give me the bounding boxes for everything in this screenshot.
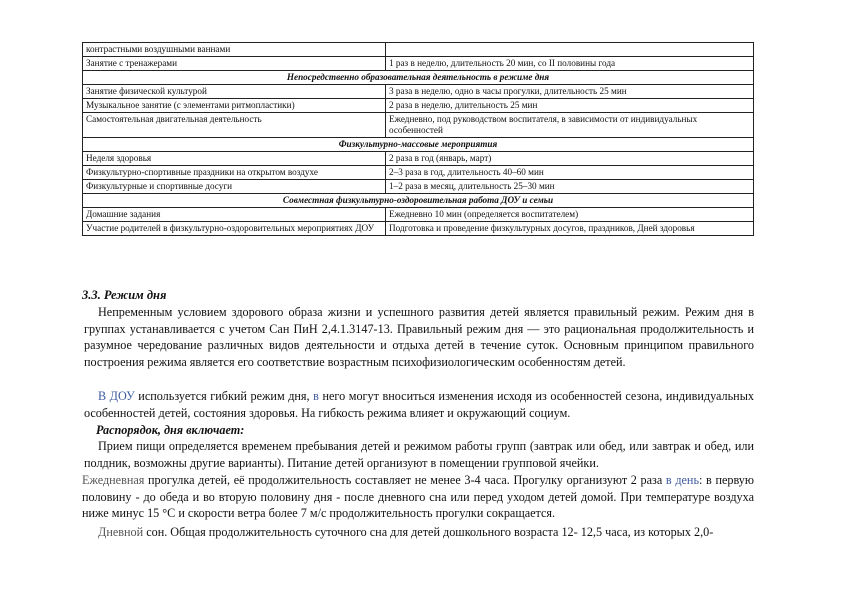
table-section-title: Совместная физкультурно-оздоровительная работа ДОУ и семьи: [83, 194, 754, 208]
paragraph-walk: Ежедневная прогулка детей, её продолжительность составляет не менее 3-4 часа. Прогулку организуют 2 раза в день: в первую половину - до обеда и во вторую половину дня - после дневного сна или перед уходом детей домой. При температуре воздуха ниже минус 15 °С и скорости ветра более 7 м/с продолжительность прогулки сокращается.: [82, 473, 755, 521]
table-section-row: [83, 194, 754, 208]
paragraph-day-sleep: Дневной сон. Общая продолжительность суточного сна для детей дошкольного возраста 12- 12,5 часа, из которых 2,0-: [98, 525, 714, 539]
table-cell-frequency: 2–3 раза в год, длительность 40–60 мин: [386, 166, 754, 180]
table-cell-activity: Физкультурно-спортивные праздники на открытом воздухе: [83, 166, 386, 180]
table-row: [83, 222, 754, 236]
paragraph-regime-intro: Непременным условием здорового образа жизни и успешного развития детей является правильный режим. Режим дня в группах устанавливается с учетом Сан ПиН 2,4.1.3147-13. Правильный режим дня — это рациональная продолжительность и разумное чередование различных видов деятельности и отдыха детей в течение суток. Основным принципом правильного построения режима является его соответствие возрастным психофизиологическим особенностям детей.: [84, 305, 754, 369]
table-section-title: Непосредственно образовательная деятельность в режиме дня: [83, 71, 754, 85]
table-cell-activity: Самостоятельная двигательная деятельность: [83, 113, 386, 138]
table-cell-activity: Музыкальное занятие (с элементами ритмопластики): [83, 99, 386, 113]
table-row: [83, 113, 754, 138]
table-cell-activity: Занятие физической культурой: [83, 85, 386, 99]
table-cell-activity: контрастными воздушными ваннами: [83, 43, 386, 57]
table-cell-activity: Занятие с тренажерами: [83, 57, 386, 71]
table-cell-frequency: Ежедневно, под руководством воспитателя, в зависимости от индивидуальных особенностей: [386, 113, 754, 138]
dou-highlight: В ДОУ: [98, 389, 135, 403]
table-row: [83, 57, 754, 71]
table-section-title: Физкультурно-массовые мероприятия: [83, 138, 754, 152]
table-row: [83, 180, 754, 194]
table-cell-activity: Неделя здоровья: [83, 152, 386, 166]
table-cell-frequency: Ежедневно 10 мин (определяется воспитателем): [386, 208, 754, 222]
health-activities-table: [82, 42, 754, 236]
table-row: [83, 85, 754, 99]
paragraph-schedule-heading: Распорядок, дня включает:: [96, 423, 245, 437]
table-cell-activity: Физкультурные и спортивные досуги: [83, 180, 386, 194]
table-cell-frequency: 1 раз в неделю, длительность 20 мин, со II половины года: [386, 57, 754, 71]
section-heading: 3.3. Режим дня: [82, 288, 167, 302]
table-cell-frequency: 1–2 раза в месяц, длительность 25–30 мин: [386, 180, 754, 194]
table-cell-frequency: 3 раза в неделю, одно в часы прогулки, длительность 25 мин: [386, 85, 754, 99]
paragraph-flexible-regime: В ДОУ используется гибкий режим дня, в него могут вноситься изменения исходя из особенностей сезона, индивидуальных особенностей детей, состояния здоровья. На гибкость режима влияет и окружающий социум.: [84, 389, 754, 420]
table-cell-frequency: [386, 43, 754, 57]
table-row: [83, 43, 754, 57]
table-section-row: [83, 138, 754, 152]
table-cell-frequency: 2 раза в год (январь, март): [386, 152, 754, 166]
table-row: [83, 208, 754, 222]
table-cell-activity: Домашние задания: [83, 208, 386, 222]
table-section-row: [83, 71, 754, 85]
table-row: [83, 99, 754, 113]
table-cell-activity: Участие родителей в физкультурно-оздоровительных мероприятиях ДОУ: [83, 222, 386, 236]
table-cell-frequency: 2 раза в неделю, длительность 25 мин: [386, 99, 754, 113]
table-row: [83, 152, 754, 166]
paragraph-meals: Прием пищи определяется временем пребывания детей и режимом работы групп (завтрак или обед, или завтрак и обед, или полдник, возможны другие варианты). Питание детей организуют в помещении групповой ячейки.: [84, 439, 754, 470]
table-row: [83, 166, 754, 180]
table-cell-frequency: Подготовка и проведение физкультурных досугов, праздников, Дней здоровья: [386, 222, 754, 236]
